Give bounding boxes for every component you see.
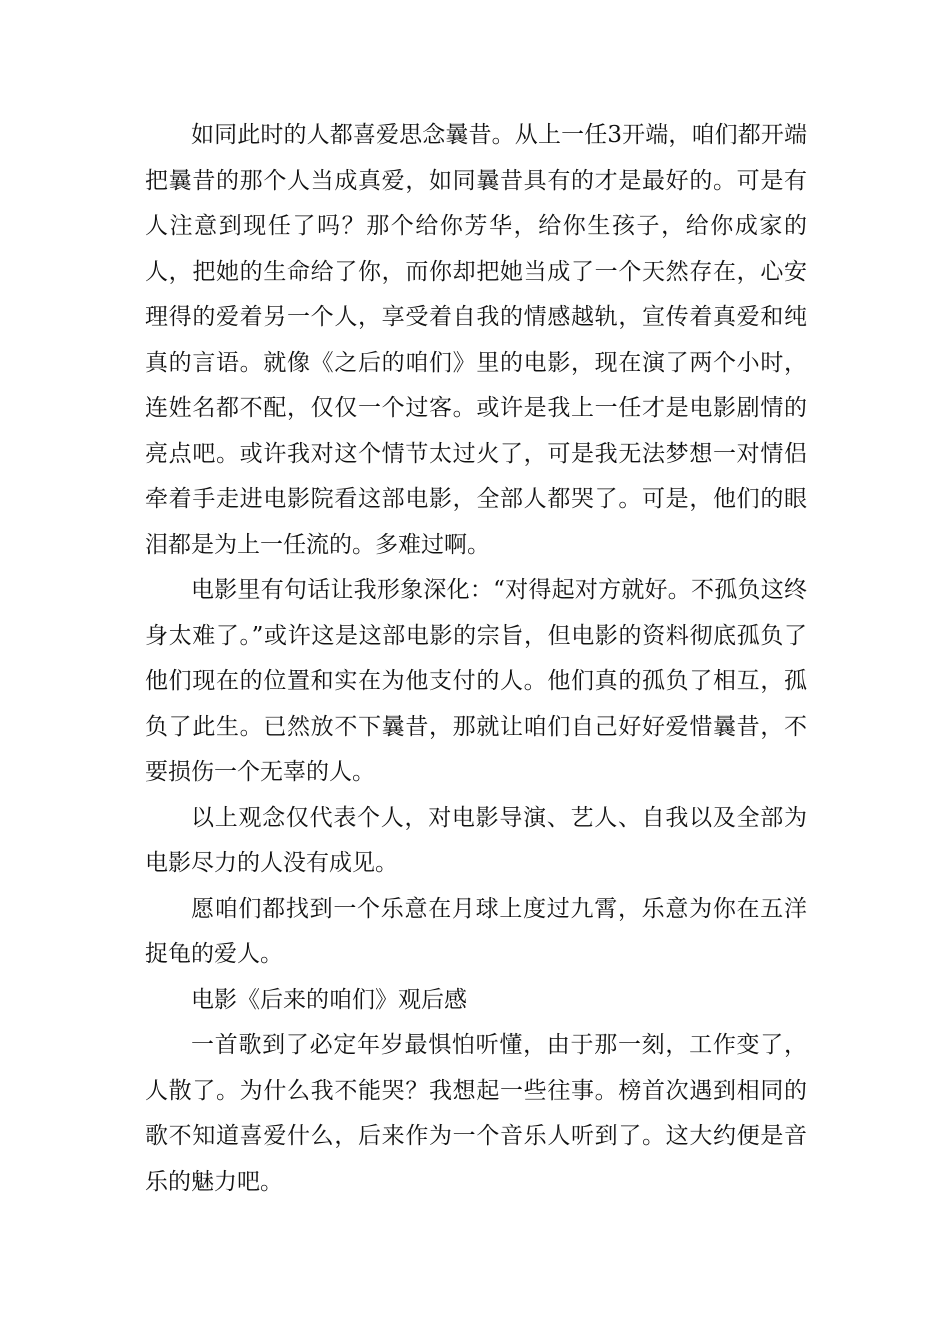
paragraph-4: 愿咱们都找到一个乐意在月球上度过九霄，乐意为你在五洋捉龟的爱人。 [145,895,807,967]
document-body [145,113,807,1205]
section-title: 电影《后来的咱们》观后感 [191,986,467,1013]
paragraph-5: 一首歌到了必定年岁最惧怕听懂，由于那一刻，工作变了，人散了。为什么我不能哭？我想起一些往事。榜首次遇到相同的歌不知道喜爱什么，后来作为一个音乐人听到了。这大约便是音乐的魅力吧。 [145,1032,807,1195]
paragraph-2: 电影里有句话让我形象深化：“对得起对方就好。不孤负这终身太难了。”或许这是这部电影的宗旨，但电影的资料彻底孤负了他们现在的位置和实在为他支付的人。他们真的孤负了相互，孤负了此生。已然放不下曩昔，那就让咱们自己好好爱惜曩昔，不要损伤一个无辜的人。 [145,577,807,785]
paragraph-3: 以上观念仅代表个人，对电影导演、艺人、自我以及全部为电影尽力的人没有成见。 [145,804,807,876]
paragraph-1: 如同此时的人都喜爱思念曩昔。从上一任3开端，咱们都开端把曩昔的那个人当成真爱，如同曩昔具有的才是最好的。可是有人注意到现任了吗？那个给你芳华，给你生孩子，给你成家的人，把她的生命给了你，而你却把她当成了一个天然存在，心安理得的爱着另一个人，享受着自我的情感越轨，宣传着真爱和纯真的言语。就像《之后的咱们》里的电影，现在演了两个小时，连姓名都不配，仅仅一个过客。或许是我上一任才是电影剧情的亮点吧。或许我对这个情节太过火了，可是我无法梦想一对情侣牵着手走进电影院看这部电影，全部人都哭了。可是，他们的眼泪都是为上一任流的。多难过啊。 [145,122,807,558]
